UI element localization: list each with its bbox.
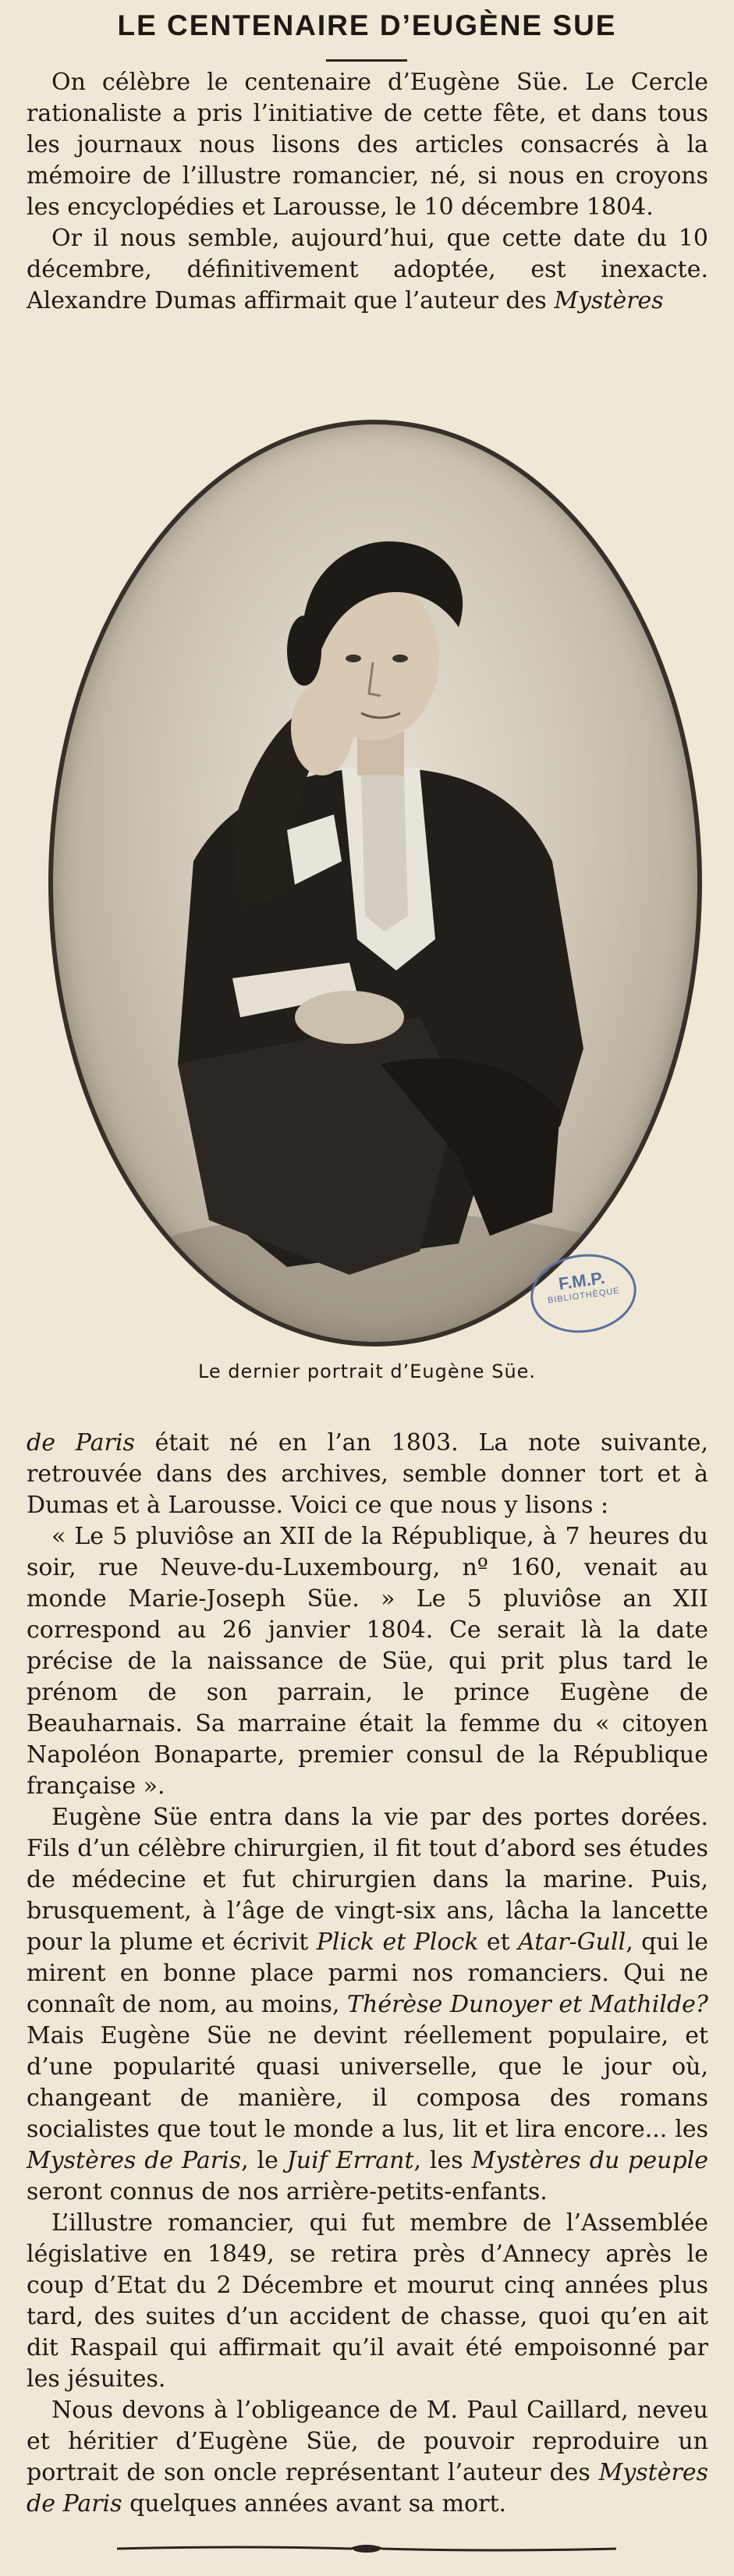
body-p5-text-a: Nous devons à l’obligeance de M. Paul Caillard, neveu et héritier d’Eugène Süe, de pouvoir reproduire un portrait de son oncle représentant l’auteur des <box>27 2397 708 2486</box>
body-p5-text-b: quelques années avant sa mort. <box>122 2490 507 2517</box>
stamp-line-1: F.M.P. <box>557 1268 606 1294</box>
title-therese-dunoyer: Thérèse Dunoyer et Mathilde? <box>347 1991 708 2018</box>
intro-italic-tail: Mystères <box>554 287 664 314</box>
stamp-line-2: BIBLIOTHÈQUE <box>547 1286 621 1306</box>
body-p1-text: était né en l’an 1803. La note suivante, retrouvée dans des archives, semble donner tort et à Dumas et à Larousse. Voici ce que nous y lisons : <box>27 1429 708 1519</box>
body-p3-text-g: seront connus de nos arrière-petits-enfants. <box>27 2178 548 2205</box>
body-paragraph-2: « Le 5 pluviôse an XII de la République, à 7 heures du soir, rue Neuve-du-Luxembourg, nº 160, venait au monde Marie-Joseph Süe. » Le 5 pluviôse an XII correspond au 26 janvier 1804. Ce serait là la date précise de la naissance de Süe, qui prit plus tard le prénom de son parrain, le prince Eugène de Beauharnais. Sa marraine était la femme du « citoyen Napoléon Bonaparte, premier consul de la République française ». <box>27 1523 708 1800</box>
photo-caption: Le dernier portrait d’Eugène Süe. <box>197 1361 537 1382</box>
body-text <box>27 1428 708 2520</box>
body-p3-text-a: Eugène Süe entra dans la vie par des portes dorées. Fils d’un célèbre chirurgien, il fit tout d’abord ses études de médecine et fut chirurgien dans la marine. Puis, brusquement, à l’âge de vingt-six ans, lâcha la lancette pour la plume et écrivit <box>27 1804 708 1956</box>
intro-paragraph-2-text: Or il nous semble, aujourd’hui, que cette date du 10 décembre, définitivement adoptée, est inexacte. Alexandre Dumas affirmait que l’auteur des <box>27 225 708 314</box>
title-divider <box>326 59 407 62</box>
intro-text <box>27 67 708 317</box>
body-p3-text-e: , le <box>241 2147 287 2174</box>
body-p3-text-c: , qui le mirent en bonne place parmi nos romanciers. Qui ne connaît de nom, au moins, <box>27 1928 709 2018</box>
title-mysteres-de-paris: Mystères de Paris <box>27 2147 242 2174</box>
intro-paragraph-1: On célèbre le centenaire d’Eugène Süe. Le Cercle rationaliste a pris l’initiative de cette fête, et dans tous les journaux nous lisons des articles consacrés à la mémoire de l’illustre romancier, né, si nous en croyons les encyclopédies et Larousse, le 10 décembre 1804. <box>27 69 708 221</box>
body-paragraph-1 <box>27 1428 708 1521</box>
body-p3-text-f: , les <box>413 2147 472 2174</box>
body-paragraph-5 <box>27 2395 708 2520</box>
title-atar-gull: Atar-Gull <box>518 1928 626 1956</box>
portrait-photo <box>48 420 702 1347</box>
intro-paragraph-2 <box>27 223 708 317</box>
body-paragraph-3 <box>27 1802 708 2208</box>
portrait-illustration <box>53 424 697 1342</box>
title-mysteres-de-paris-2: Mystères de Paris <box>27 2459 708 2517</box>
body-p3-text-b: et <box>478 1928 519 1956</box>
title-juif-errant: Juif Errant <box>286 2147 414 2174</box>
body-p3-text-d: Mais Eugène Süe ne devint réellement populaire, et d’une popularité quasi universelle, que le jour où, changeant de manière, il composa des romans socialistes que tout le monde a lus, lit et lira encore... les <box>27 2022 708 2143</box>
body-paragraph-4: L’illustre romancier, qui fut membre de l’Assemblée législative en 1849, se retira près d’Annecy après le coup d’Etat du 2 Décembre et mourut cinq années plus tard, des suites d’un accident de chasse, quoi qu’en ait dit Raspail qui affirmait qu’il avait été empoisonné par les jésuites. <box>27 2209 708 2393</box>
body-p1-italic: de Paris <box>27 1429 135 1457</box>
title-mysteres-du-peuple: Mystères du peuple <box>471 2147 709 2174</box>
article-title: LE CENTENAIRE D’EUGÈNE SUE <box>117 9 617 41</box>
closing-ornament-rule <box>117 2543 616 2554</box>
title-plick-et-plock: Plick et Plock <box>316 1928 479 1956</box>
